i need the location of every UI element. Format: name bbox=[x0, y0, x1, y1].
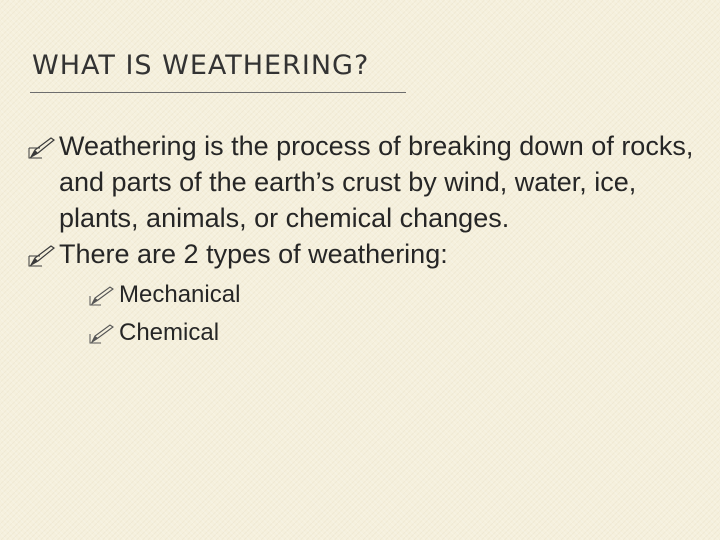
slide-title: WHAT IS WEATHERING? bbox=[32, 50, 370, 81]
sub-bullet-text: Chemical bbox=[119, 319, 220, 346]
sub-bullet-item bbox=[59, 276, 708, 314]
bullet-item bbox=[28, 236, 708, 352]
sub-bullet-text: Mechanical bbox=[119, 281, 241, 308]
bullet-text: Weathering is the process of breaking down of rocks, and parts of the earth’s crust by wind, water, ice, plants, animals, or chemical changes. bbox=[59, 131, 694, 233]
sub-bullet-list bbox=[59, 276, 708, 352]
bullet-list bbox=[28, 128, 708, 352]
title-underline bbox=[30, 92, 406, 93]
pencil-bullet-icon bbox=[28, 245, 56, 267]
pencil-sub-bullet-icon bbox=[89, 324, 115, 344]
sub-bullet-item bbox=[59, 314, 708, 352]
bullet-item bbox=[28, 128, 708, 236]
pencil-bullet-icon bbox=[28, 137, 56, 159]
bullet-text: There are 2 types of weathering: bbox=[59, 239, 448, 269]
pencil-sub-bullet-icon bbox=[89, 286, 115, 306]
